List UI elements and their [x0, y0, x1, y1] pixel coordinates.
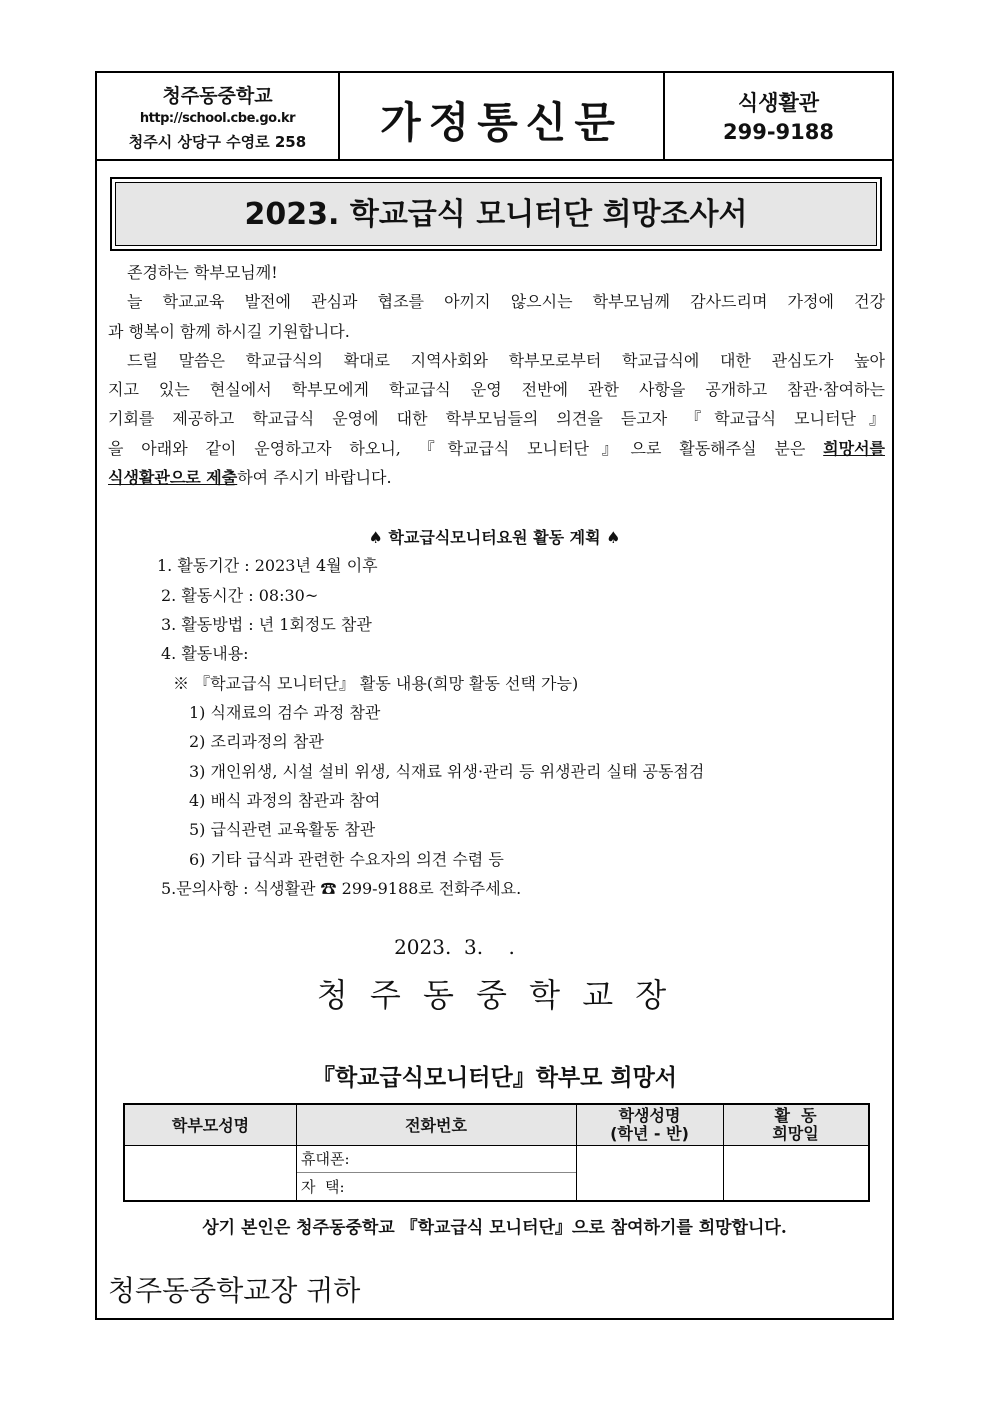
newsletter-title: 가정통신문	[380, 98, 623, 147]
form-title: 『학교급식모니터단』학부모 희망서	[311, 1064, 678, 1091]
home-phone-field[interactable]: 자 택:	[301, 1178, 345, 1196]
letter-line-2: 과 행복이 함께 하시길 기원합니다.	[108, 322, 350, 341]
letter-line-3: 드릴 말씀은 학교급식의 확대로 지역사회와 학부모로부터 학교급식에 대한 관심도가 높아	[127, 351, 885, 370]
mobile-field[interactable]: 휴대폰:	[301, 1150, 350, 1168]
submit-emphasis-1: 희망서를	[823, 439, 885, 458]
plan-item-method: 3. 활동방법 : 년 1회정도 참관	[161, 615, 372, 634]
principal-name: 청 주 동 중 학 교 장	[316, 976, 673, 1014]
plan-inquiry: 5.문의사항 : 식생활관 ☎ 299-9188로 전화주세요.	[161, 879, 522, 898]
activity-item: 3) 개인위생, 시설 설비 위생, 식재료 위생·관리 등 위생관리 실태 공동점검	[189, 762, 705, 781]
plan-item-time: 2. 활동시간 : 08:30~	[161, 586, 319, 605]
school-address: 청주시 상당구 수영로 258	[128, 133, 307, 151]
submit-emphasis-2: 식생활관으로 제출	[108, 468, 238, 487]
plan-heading: ♠ 학교급식모니터요원 활동 계획 ♠	[368, 528, 621, 547]
col-header-phone: 전화번호	[296, 1105, 576, 1146]
letter-header	[97, 73, 892, 161]
letter-line-6-text: 을 아래와 같이 운영하고자 하오니, 『학교급식 모니터단』으로 활동해주실 분은	[108, 439, 824, 458]
plan-note: ※ 『학교급식 모니터단』 활동 내용(희망 활동 선택 가능)	[173, 674, 579, 693]
department-phone: 299-9188	[723, 120, 834, 144]
school-name: 청주동중학교	[162, 85, 273, 107]
department-info	[665, 73, 892, 159]
department-name: 식생활관	[737, 91, 820, 115]
activity-item: 2) 조리과정의 참관	[189, 732, 324, 751]
col-header-activity: 활 동	[774, 1106, 817, 1125]
activity-item: 4) 배식 과정의 참관과 참여	[189, 791, 381, 810]
letter-line-5: 기회를 제공하고 학교급식 운영에 대한 학부모님들의 의견을 듣고자 『학교급식 모니터단』	[108, 409, 885, 428]
greeting: 존경하는 학부모님께!	[127, 263, 278, 282]
activity-item: 1) 식재료의 검수 과정 참관	[189, 703, 381, 722]
document-title: 2023. 학교급식 모니터단 희망조사서	[115, 182, 877, 246]
activity-item: 6) 기타 급식과 관련한 수요자의 의견 수렴 등	[189, 850, 504, 869]
issue-date: 2023. 3. .	[394, 935, 515, 959]
document-frame	[95, 71, 894, 1320]
school-info	[97, 73, 340, 159]
preferred-day-field[interactable]	[723, 1146, 868, 1200]
letter-line-7-text: 하여 주시기 바랍니다.	[237, 468, 392, 487]
table-divider	[296, 1105, 297, 1200]
phone-divider	[296, 1172, 576, 1173]
plan-item-content: 4. 활동내용:	[161, 644, 249, 663]
col-header-student	[576, 1105, 723, 1146]
title-box	[110, 177, 882, 251]
application-form-table	[123, 1103, 870, 1202]
col-header-student-name: 학생성명	[618, 1106, 681, 1125]
col-header-preferred-day: 희망일	[772, 1124, 819, 1143]
pledge-statement: 상기 본인은 청주동중학교 『학교급식 모니터단』으로 참여하기를 희망합니다.	[202, 1218, 787, 1238]
parent-name-field[interactable]	[125, 1146, 296, 1200]
col-header-parent-name: 학부모성명	[125, 1105, 296, 1146]
plan-item-period: 1. 활동기간 : 2023년 4월 이후	[157, 556, 378, 575]
school-url[interactable]: http://school.cbe.go.kr	[139, 111, 296, 126]
student-name-field[interactable]	[576, 1146, 723, 1200]
table-divider	[576, 1105, 577, 1200]
letter-line-4: 지고 있는 현실에서 학부모에게 학교급식 운영 전반에 관한 사항을 공개하고 참관·참여하는	[108, 380, 885, 399]
letter-line-6	[108, 439, 885, 459]
form-addressee: 청주동중학교장 귀하	[108, 1274, 361, 1307]
phone-cell	[296, 1146, 576, 1200]
letter-line-1: 늘 학교교육 발전에 관심과 협조를 아끼지 않으시는 학부모님께 감사드리며 가정에 건강	[127, 292, 885, 311]
activity-item: 5) 급식관련 교육활동 참관	[189, 820, 376, 839]
newsletter-title-cell	[340, 73, 665, 159]
table-divider	[723, 1105, 724, 1200]
col-header-grade-class: (학년 - 반)	[610, 1124, 689, 1143]
col-header-activity-day	[723, 1105, 868, 1146]
letter-line-7	[108, 468, 392, 488]
